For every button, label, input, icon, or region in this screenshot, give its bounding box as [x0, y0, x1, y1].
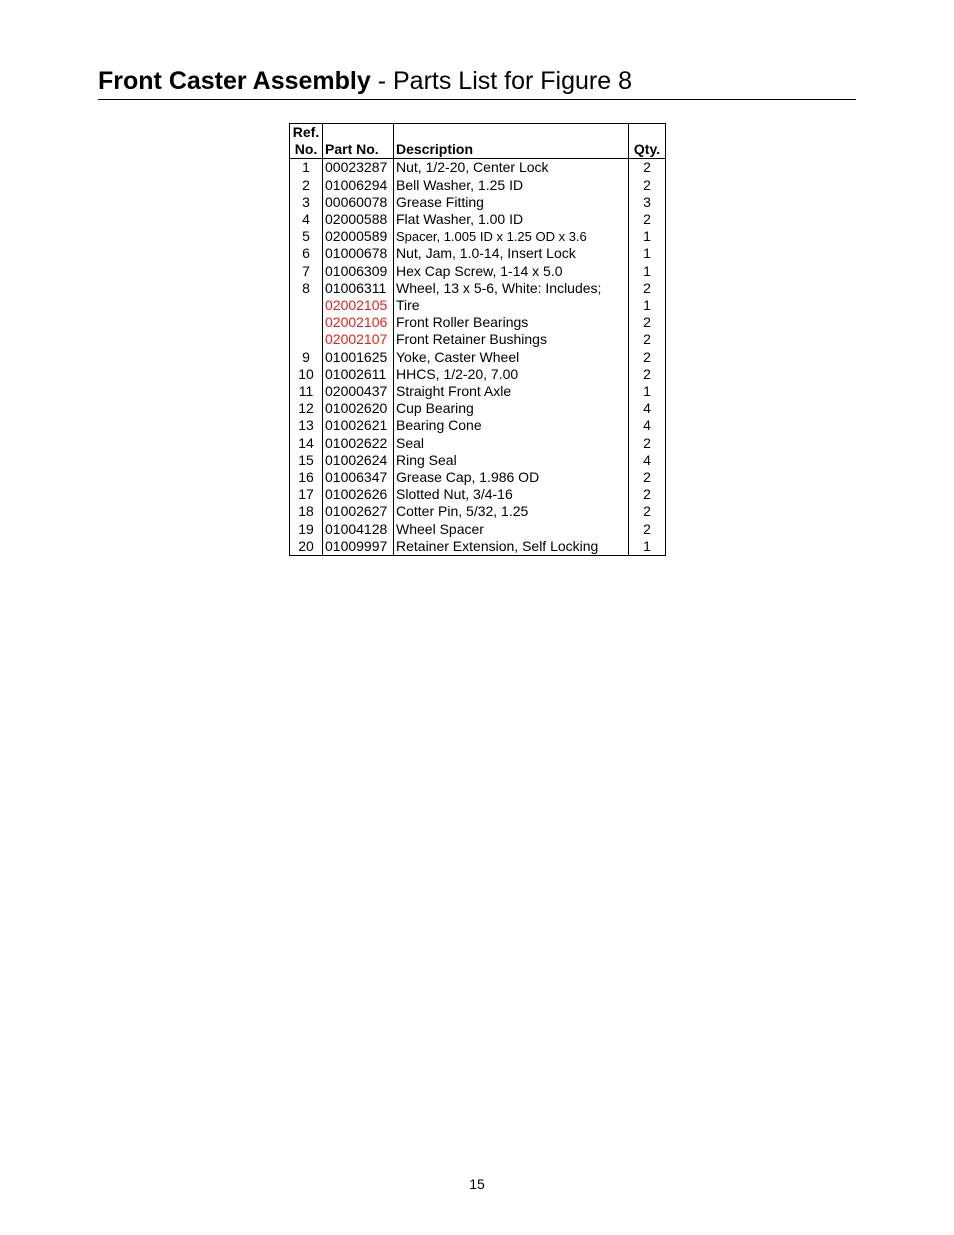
- cell-qty: 2: [643, 176, 651, 193]
- table-row: [290, 469, 666, 486]
- parts-table: [289, 123, 666, 556]
- cell-description: Tire: [394, 297, 629, 314]
- cell-qty: 2: [643, 503, 651, 520]
- cell-ref-no: 11: [290, 383, 323, 400]
- cell-description: Wheel Spacer: [394, 521, 629, 538]
- cell-description: Cotter Pin, 5/32, 1.25: [394, 503, 629, 520]
- cell-part-no: 02000437: [323, 383, 394, 400]
- page-number: 15: [469, 1176, 485, 1192]
- cell-ref-no: 1: [290, 159, 323, 177]
- cell-qty: 2: [643, 159, 651, 176]
- cell-ref-no: 20: [290, 538, 323, 556]
- table-row: [290, 263, 666, 280]
- cell-qty: 4: [643, 451, 651, 468]
- table-row: [290, 245, 666, 262]
- title-rest: - Parts List for Figure 8: [370, 67, 632, 95]
- cell-part-no: 01009997: [323, 538, 394, 556]
- cell-ref-no: 10: [290, 366, 323, 383]
- cell-qty: 1: [643, 383, 651, 400]
- cell-description: Yoke, Caster Wheel: [394, 349, 629, 366]
- cell-qty: 2: [643, 469, 651, 486]
- table-row: [290, 538, 666, 556]
- table-row: [290, 452, 666, 469]
- cell-part-no: 01002611: [323, 366, 394, 383]
- cell-part-no: 01006309: [323, 263, 394, 280]
- page-title: [98, 66, 632, 96]
- cell-description: Bell Washer, 1.25 ID: [394, 177, 629, 194]
- cell-qty: 1: [643, 262, 651, 279]
- cell-ref-no: 3: [290, 194, 323, 211]
- cell-description: Cup Bearing: [394, 400, 629, 417]
- cell-description: Grease Fitting: [394, 194, 629, 211]
- table-header-row: [290, 124, 666, 159]
- header-ref-no: Ref. No.: [290, 124, 323, 159]
- cell-ref-no: 13: [290, 417, 323, 434]
- cell-ref-no: 12: [290, 400, 323, 417]
- cell-description: Hex Cap Screw, 1-14 x 5.0: [394, 263, 629, 280]
- cell-ref-no: 16: [290, 469, 323, 486]
- table-row: [290, 194, 666, 211]
- cell-qty: 2: [643, 211, 651, 228]
- cell-part-no: 01002627: [323, 503, 394, 520]
- cell-ref-no: [290, 314, 323, 331]
- cell-part-no: 01006294: [323, 177, 394, 194]
- cell-part-no: 01002620: [323, 400, 394, 417]
- cell-part-no: 02002106: [323, 314, 394, 331]
- cell-description: Slotted Nut, 3/4-16: [394, 486, 629, 503]
- cell-ref-no: 9: [290, 349, 323, 366]
- cell-description: Bearing Cone: [394, 417, 629, 434]
- table-row: [290, 486, 666, 503]
- table-body: [290, 159, 666, 556]
- cell-qty: 4: [643, 400, 651, 417]
- cell-description: Spacer, 1.005 ID x 1.25 OD x 3.6: [394, 228, 629, 245]
- cell-ref-no: 19: [290, 521, 323, 538]
- cell-description: Flat Washer, 1.00 ID: [394, 211, 629, 228]
- cell-ref-no: 8: [290, 280, 323, 297]
- cell-qty: 2: [643, 520, 651, 537]
- cell-ref-no: 14: [290, 435, 323, 452]
- cell-qty: 1: [643, 228, 651, 245]
- cell-description: Grease Cap, 1.986 OD: [394, 469, 629, 486]
- cell-qty: 2: [643, 486, 651, 503]
- cell-description: Nut, 1/2-20, Center Lock: [394, 159, 629, 177]
- cell-description: Front Retainer Bushings: [394, 331, 629, 348]
- cell-part-no: 01004128: [323, 521, 394, 538]
- cell-ref-no: 17: [290, 486, 323, 503]
- cell-part-no: 02002107: [323, 331, 394, 348]
- table-row: [290, 503, 666, 520]
- table-row: [290, 314, 666, 331]
- cell-part-no: 01006311: [323, 280, 394, 297]
- header-qty: Qty.: [629, 124, 666, 159]
- cell-qty: 2: [643, 279, 651, 296]
- cell-part-no: 02000589: [323, 228, 394, 245]
- table-row: [290, 435, 666, 452]
- table-row: [290, 228, 666, 245]
- cell-part-no: 00023287: [323, 159, 394, 177]
- cell-part-no: 02000588: [323, 211, 394, 228]
- cell-description: Nut, Jam, 1.0-14, Insert Lock: [394, 245, 629, 262]
- cell-qty: 1: [643, 537, 651, 554]
- cell-ref-no: 18: [290, 503, 323, 520]
- cell-qty: 3: [643, 193, 651, 210]
- table-row: [290, 211, 666, 228]
- header-description: Description: [394, 124, 629, 159]
- cell-description: Seal: [394, 435, 629, 452]
- cell-ref-no: 6: [290, 245, 323, 262]
- table-row: [290, 366, 666, 383]
- cell-part-no: 01001625: [323, 349, 394, 366]
- cell-part-no: 01002621: [323, 417, 394, 434]
- cell-description: Wheel, 13 x 5-6, White: Includes;: [394, 280, 629, 297]
- cell-ref-no: 2: [290, 177, 323, 194]
- cell-description: Front Roller Bearings: [394, 314, 629, 331]
- cell-description: Straight Front Axle: [394, 383, 629, 400]
- cell-part-no: 01002626: [323, 486, 394, 503]
- cell-ref-no: [290, 297, 323, 314]
- cell-ref-no: 5: [290, 228, 323, 245]
- cell-ref-no: 7: [290, 263, 323, 280]
- table-row: [290, 297, 666, 314]
- cell-part-no: 01002624: [323, 452, 394, 469]
- cell-ref-no: [290, 331, 323, 348]
- cell-ref-no: 15: [290, 452, 323, 469]
- cell-qty: 1: [643, 297, 651, 314]
- table-row: [290, 400, 666, 417]
- cell-qty: 4: [643, 417, 651, 434]
- table-row: [290, 331, 666, 348]
- cell-qty: 1: [643, 245, 651, 262]
- cell-qty: 2: [643, 314, 651, 331]
- cell-qty: 2: [643, 348, 651, 365]
- cell-ref-no: 4: [290, 211, 323, 228]
- cell-part-no: 01000678: [323, 245, 394, 262]
- table-row: [290, 177, 666, 194]
- table-row: [290, 521, 666, 538]
- header-part-no: Part No.: [323, 124, 394, 159]
- table-row: [290, 417, 666, 434]
- title-bold: Front Caster Assembly: [98, 67, 371, 95]
- cell-description: Ring Seal: [394, 452, 629, 469]
- cell-qty: 2: [643, 365, 651, 382]
- table-row: [290, 280, 666, 297]
- cell-part-no: 01002622: [323, 435, 394, 452]
- cell-part-no: 02002105: [323, 297, 394, 314]
- table-row: [290, 159, 666, 177]
- table-row: [290, 349, 666, 366]
- cell-part-no: 01006347: [323, 469, 394, 486]
- title-underline: [98, 99, 856, 100]
- cell-qty: 2: [643, 331, 651, 348]
- cell-part-no: 00060078: [323, 194, 394, 211]
- cell-description: Retainer Extension, Self Locking: [394, 538, 629, 556]
- cell-description: HHCS, 1/2-20, 7.00: [394, 366, 629, 383]
- cell-qty: 2: [643, 434, 651, 451]
- table-row: [290, 383, 666, 400]
